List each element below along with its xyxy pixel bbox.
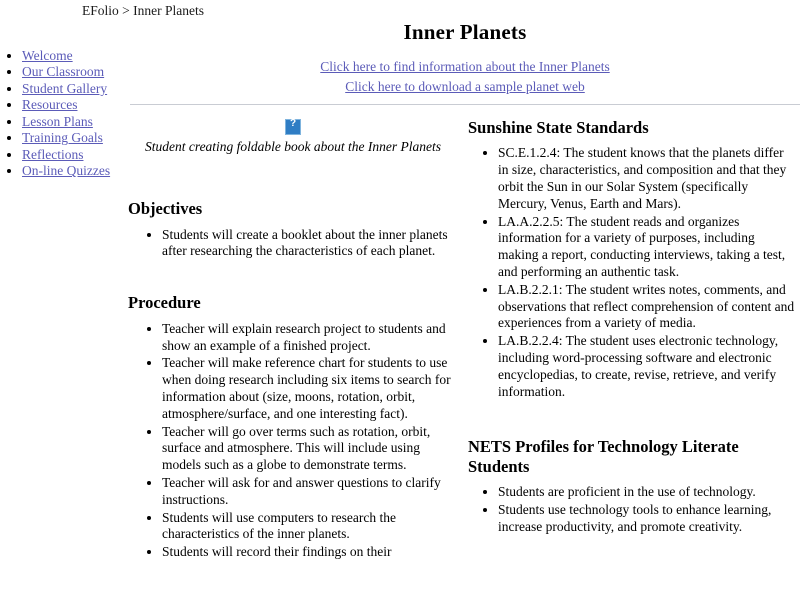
sidebar-item-label[interactable]: Reflections [22,146,84,162]
sidebar-item-label[interactable]: Resources [22,97,78,113]
breadcrumb: EFolio > Inner Planets [82,3,204,18]
standards-list [468,145,796,400]
header-divider [130,104,800,107]
figure-caption: Student creating foldable book about the Inner Planets [144,139,442,155]
objectives-heading: Objectives [128,199,203,219]
sidebar-item-student-gallery[interactable] [22,81,122,97]
list-item: • Teacher will make reference chart for students to use when doing research including six items to search for information about (size, moons, rotation, orbit, atmosphere/surface, and one interesting fact). [162,355,458,422]
sidebar-item-resources[interactable] [22,97,122,113]
download-sample-planet-web-link[interactable]: Click here to download a sample planet web [345,78,585,94]
spacer [468,401,796,437]
list-item: • Teacher will go over terms such as rotation, orbit, surface and atmosphere. This will include using models such as a globe to demonstrate terms. [162,424,458,474]
sidebar-item-reflections[interactable] [22,147,122,163]
sidebar-item-our-classroom[interactable] [22,64,122,80]
nets-list [468,484,796,535]
objectives-list [128,227,458,261]
sidebar-item-lesson-plans[interactable] [22,114,122,130]
sidebar-item-label[interactable]: Our Classroom [22,64,105,80]
find-information-link[interactable]: Click here to find information about the Inner Planets [320,59,610,74]
sidebar-item-label[interactable]: Lesson Plans [22,113,93,129]
procedure-heading: Procedure [128,293,201,313]
header-link-group [130,57,800,96]
list-item: • Teacher will explain research project to students and show an example of a finished project. [162,321,458,355]
left-content-column [128,118,458,562]
list-item: • Students use technology tools to enhance learning, increase productivity, and promote creativity. [498,502,796,536]
page-header [130,20,800,96]
list-item: • Students will create a booklet about the inner planets after researching the characteristics of each planet. [162,227,458,261]
nets-profiles-heading: NETS Profiles for Technology Literate Students [468,437,739,476]
list-item: • SC.E.1.2.4: The student knows that the planets differ in size, characteristics, and composition and that they orbit the Sun in our Solar System (specifically Mercury, Venus, Earth and Mars). [498,145,796,212]
page-title: Inner Planets [403,20,527,44]
list-item: • Students are proficient in the use of technology. [498,484,796,501]
sidebar-item-label[interactable]: Training Goals [22,130,103,146]
sidebar-nav [0,48,122,180]
sidebar-item-label[interactable]: Welcome [22,48,73,63]
spacer [128,261,458,293]
sunshine-state-standards-heading: Sunshine State Standards [468,118,649,137]
list-item: • LA.B.2.2.4: The student uses electronic technology, including word-processing software and electronic encyclopedias, to create, revise, retrieve, and verify information. [498,333,796,400]
sidebar-list [0,48,122,180]
sidebar-item-label[interactable]: On-line Quizzes [22,163,111,179]
sidebar-item-online-quizzes[interactable] [22,163,122,179]
right-content-column [468,118,796,537]
list-item: • LA.A.2.2.5: The student reads and organizes information for a variety of purposes, including making a report, conducting interviews, taking a test, and performing an authentic task. [498,214,796,281]
list-item: • Teacher will ask for and answer questions to clarify instructions. [162,475,458,509]
spacer [128,159,458,199]
sidebar-item-welcome[interactable] [22,48,122,64]
sidebar-item-label[interactable]: Student Gallery [22,80,108,96]
list-item: • LA.B.2.2.1: The student writes notes, comments, and observations that reflect comprehension of content and experiences from a variety of media. [498,282,796,332]
student-photo-figure [128,118,458,155]
procedure-list [128,321,458,561]
list-item: • Students will record their findings on their [162,544,458,561]
sidebar-item-training-goals[interactable] [22,130,122,146]
list-item: • Students will use computers to research the characteristics of the inner planets. [162,510,458,544]
broken-image-icon [285,119,301,135]
